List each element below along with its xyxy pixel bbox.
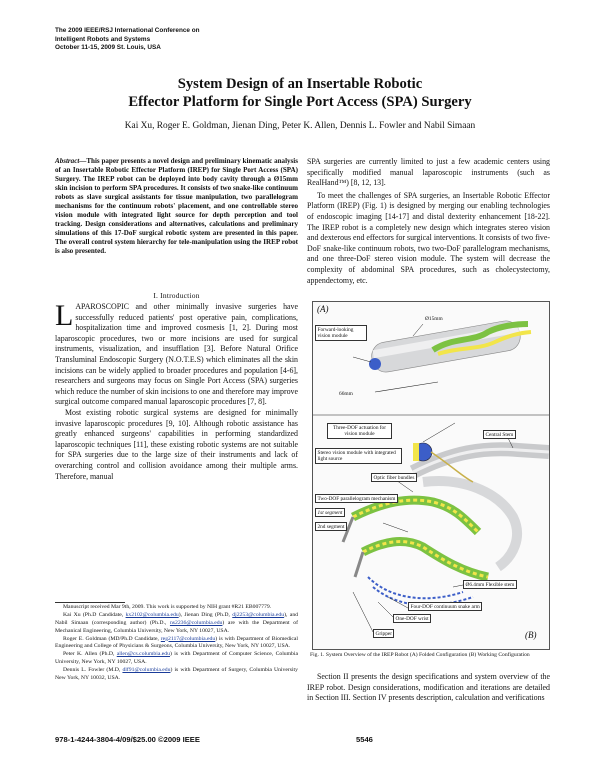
dimension-15mm: Ø15mm <box>425 316 443 322</box>
abstract-text: —This paper presents a novel design and preliminary kinematic analysis of an Insertable Robotic Effector Platform (IREP) for Single Port Access (SPA) Surgery. The IREP robot can be deployed into body cavity through a Ø15mm skin incision to perform SPA procedures. It consists of two snake-like continuum robots as slave surgical assistants for tissue manipulation, two parallelogram mechanisms for the continuum robots' placement, and one controllable stereo vision module with integrated light source for depth perception and tool tracking. Design considerations and alternatives, calculations and preliminary simulations of this 17-DoF surgical robotic system are presented in this paper. The overall control system hierarchy for tele-manipulation using the IREP robot is also presented. <box>55 157 298 256</box>
footnote-goldman: Roger E. Goldman (MD/Ph.D Candidate, reg2117@columbia.edu) is with Department of Biomedical Engineering and College of Physicians & Surgeons, Columbia University, New York, NY 10027, USA. <box>55 635 298 650</box>
email-link-ding[interactable]: dj2253@columbia.edu <box>232 612 285 619</box>
label-central-stem: Central Stem <box>483 430 516 439</box>
footer-isbn: 978-1-4244-3804-4/09/$25.00 ©2009 IEEE <box>55 735 200 744</box>
figure-caption: Fig. 1. System Overview of the IREP Robot (A) Folded Configuration (B) Working Configuration <box>310 652 530 658</box>
label-forward-looking: Forward-looking vision module <box>315 325 367 341</box>
abstract <box>55 157 298 257</box>
robot-illustration <box>313 302 549 649</box>
conference-line-1: The 2009 IEEE/RSJ International Conference on <box>55 27 200 34</box>
label-optic-fiber: Optic fiber bundles <box>371 473 417 482</box>
label-second-segment: 2nd segment <box>315 522 347 531</box>
author-list: Kai Xu, Roger E. Goldman, Jienan Ding, Peter K. Allen, Dennis L. Fowler and Nabil Simaan <box>124 121 476 131</box>
label-two-dof: Two-DOF parallelogram mechanism <box>315 494 398 503</box>
abstract-lead: Abstract <box>55 157 80 165</box>
dimension-66mm: 66mm <box>339 391 353 397</box>
section-heading-introduction: I. Introduction <box>153 291 200 300</box>
email-link-xu[interactable]: kx2102@columbia.edu <box>125 612 179 619</box>
footnote-manuscript: Manuscript received Mar 9th, 2009. This work is supported by NIH grant #R21 EB007779. <box>63 604 272 610</box>
drop-cap: L <box>55 299 74 332</box>
email-link-fowler[interactable]: dlf91@columbia.edu <box>122 667 171 674</box>
panel-label-a: (A) <box>317 304 329 314</box>
footnote-divider <box>55 602 125 603</box>
central-stem <box>413 449 549 472</box>
conference-header <box>55 27 315 53</box>
label-four-dof: Four-DOF continuum snake arm <box>408 602 482 611</box>
email-link-simaan[interactable]: ns2236@columbia.edu <box>169 619 223 626</box>
intro-paragraph-1-text: APAROSCOPIC and other minimally invasive surgeries have successfully reduced patients' post operative pain, complications, hospitalization time and improved cosmesis [1, 2]. During most laparoscopic procedures, two or more incisions are used for surgical instruments, visualization, and insufflation [3]. Before Natural Orifice Transluminal Endoscopic Surgery (N.O.T.E.S) which eliminates all the skin incisions can be widely applied to broader procedures and population [4-6], researchers and surgeons may focus on Single Port Access (SPA) surgeries which reduce the number of skin incisions to one and therefore may improve surgical outcome compared manual laparoscopic procedures [7, 8]. <box>55 302 298 407</box>
dim-66-line <box>375 382 438 392</box>
footnote-authors-1: Kai Xu (Ph.D Candidate, kx2102@columbia.edu), Jienan Ding (Ph.D, dj2253@columbia.edu), and Nabil Simaan (corresponding author) (Ph.D., ns2236@columbia.edu) are with the Department of Mechanical Engineering, Columbia University, New York, NY 10027, USA. <box>55 612 299 634</box>
right-paragraph-3: Section II presents the design specifications and system overview of the IREP robot. Design considerations, modification and iterations are detailed in Section III. Section IV presents description, calculation and verifications <box>307 672 550 703</box>
footnote-fowler: Dennis L. Fowler (M.D, dlf91@columbia.edu) is with Department of Surgery, Columbia University New York, NY 10032, USA. <box>55 667 298 681</box>
panel-label-b: (B) <box>525 630 537 640</box>
dim-15-leader <box>413 324 423 336</box>
right-column-bottom <box>307 672 550 704</box>
footnote-allen: Peter K. Allen (Ph.D, allen@cs.columbia.edu) is with Department of Computer Science, Columbia University, New York, NY 10027, USA. <box>55 651 299 666</box>
vision-light <box>413 443 419 461</box>
right-paragraph-1: SPA surgeries are currently limited to just a few academic centers using specifically modified manual laparoscopic instruments (such as RealHand™) [8, 12, 13]. <box>307 157 550 188</box>
footer-page-number: 5546 <box>356 735 373 744</box>
intro-paragraph-2: Most existing robotic surgical systems are designed for minimally invasive laparoscopic procedures [9, 10]. Although robotic assistance has greatly enhanced surgeons' capabilities in performing standardized laparoscopic techniques [11], these existing robotic systems are not suitable for SPA surgeries due to the large size of their instruments and lack of overarching control and collision avoidance among their multiple arms. Therefore, manual <box>55 407 298 481</box>
folded-vision-module <box>369 358 381 370</box>
label-stereo-vision: Stereo vision module with integrated light source <box>315 448 402 464</box>
label-three-dof: Three-DOF actuation for vision module <box>327 423 392 439</box>
email-link-goldman[interactable]: reg2117@columbia.edu <box>160 635 216 642</box>
intro-paragraph-1 <box>55 299 298 408</box>
title-line-2: Effector Platform for Single Port Access (SPA) Surgery <box>128 93 472 110</box>
flexible-stem-dashed <box>368 577 463 598</box>
introduction-text <box>55 299 298 482</box>
label-gripper: Gripper <box>373 629 394 638</box>
paper-title <box>40 76 560 111</box>
right-column-top <box>307 157 550 286</box>
footnotes <box>55 604 298 683</box>
email-link-allen[interactable]: allen@cs.columbia.edu <box>116 651 170 658</box>
conference-line-3: October 11-15, 2009 St. Louis, USA <box>55 44 161 52</box>
fwd-leader <box>353 357 371 362</box>
conference-line-2: Intelligent Robots and Systems <box>55 35 151 43</box>
figure-1 <box>312 301 550 650</box>
title-line-1: System Design of an Insertable Robotic <box>177 76 423 92</box>
label-flexible-stem: Ø6.4mm Flexible stem <box>463 580 517 589</box>
label-first-segment: 1st segment <box>315 508 345 517</box>
right-paragraph-2: To meet the challenges of SPA surgeries, an Insertable Robotic Effector Platform (IREP) (Fig. 1) is designed by merging our enabling technologies of endoscopic imaging [14-17] and distal dexterity enhancement [18-22]. The IREP robot is a completely new design which integrates stereo vision and dexterous end effectors for surgical interventions. It consists of two five-DoF snake-like continuum robots, two two-DoF parallelogram mechanisms, and one three-DoF stereo vision module. The system will decrease the complexity of abdominal SPA procedures, such as cholecystectomy, appendectomy, etc. <box>307 190 550 285</box>
label-one-dof-wrist: One-DOF wrist <box>393 614 431 623</box>
